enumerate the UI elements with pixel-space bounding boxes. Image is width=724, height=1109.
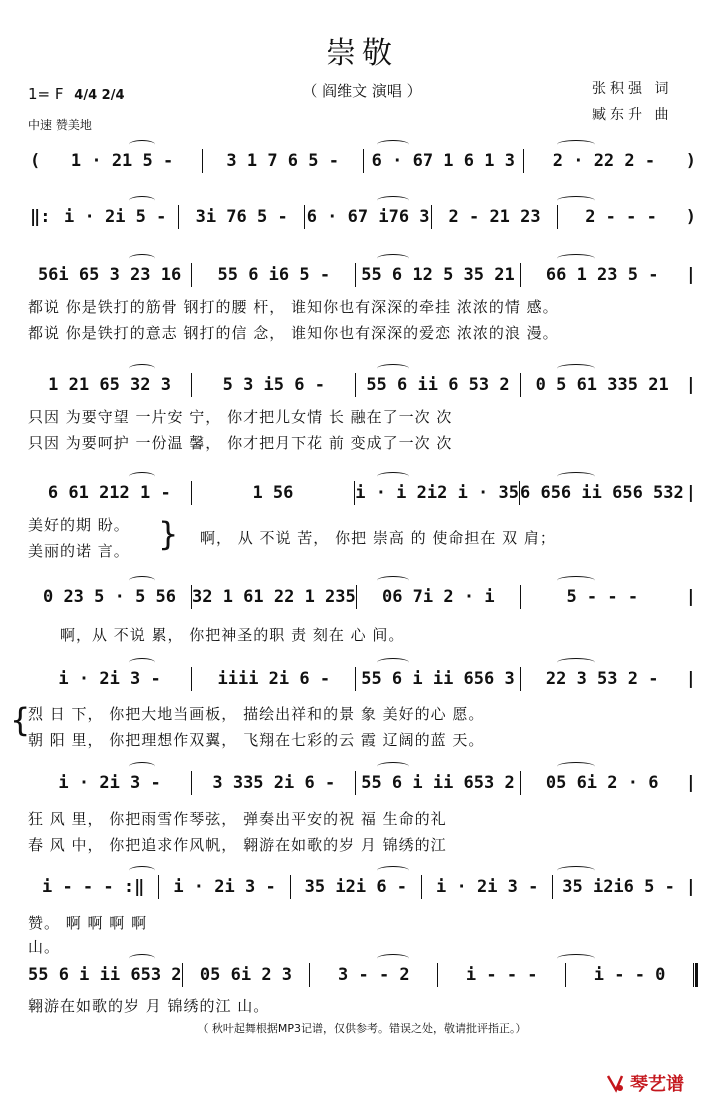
measure: i · 2i 3 - <box>58 773 161 793</box>
site-logo <box>604 1070 684 1096</box>
row-end-mark: | <box>685 773 696 793</box>
measure: 1 21 65 32 3 <box>48 375 171 395</box>
slur-mark <box>557 364 595 373</box>
measure: 35 i2i 6 - <box>304 877 408 897</box>
slur-mark <box>377 472 409 481</box>
slur-mark <box>129 140 155 149</box>
lyric-brace: { <box>10 701 31 739</box>
measure: 22 3 53 2 - <box>545 669 659 689</box>
lyric-line: 啊，从 不说 累， 你把神圣的职 责 刻在 心 间。 <box>60 626 405 644</box>
key-signature <box>28 85 125 103</box>
lyricist-credit: 张积强 词 <box>592 81 673 97</box>
slur-mark <box>129 866 155 875</box>
measure: 56i 65 3 23 16 <box>37 265 182 285</box>
lyric-line: 都说 你是铁打的意志 钢打的信 念， 谁知你也有深深的爱恋 浓浓的浪 漫。 <box>28 324 559 342</box>
row-end-mark: | <box>685 265 696 285</box>
notation-row <box>28 372 698 398</box>
key-label: 1= F <box>28 85 64 103</box>
measure: 3i 76 5 - <box>195 207 288 227</box>
measure: 66 1 23 5 - <box>545 265 659 285</box>
row-end-mark: ) <box>685 207 696 227</box>
composer-credit: 臧东升 曲 <box>592 107 673 123</box>
row-end-mark: | <box>685 375 696 395</box>
lyric-line: 只因 为要呵护 一份温 馨， 你才把月下花 前 变成了一次 次 <box>28 434 453 452</box>
measure: 3 - - 2 <box>338 965 410 985</box>
slur-mark <box>557 196 595 205</box>
slur-mark <box>129 762 155 771</box>
slur-mark <box>129 254 155 263</box>
lyric-line: 春 风 中， 你把追求作风帆， 翱游在如歌的岁 月 锦绣的江 <box>28 836 447 854</box>
measure: 6 · 67 i76 3 <box>306 207 430 227</box>
lyric-line: 都说 你是铁打的筋骨 钢打的腰 杆， 谁知你也有深深的牵挂 浓浓的情 感。 <box>28 298 559 316</box>
measure: 06 7i 2 · i <box>381 587 495 607</box>
slur-mark <box>377 576 409 585</box>
measure: i - - - <box>465 965 538 985</box>
slur-mark <box>377 658 409 667</box>
footer-note: （ 秋叶起舞根据MP3记谱，仅供参考。错误之处，敬请批评指正。） <box>197 1022 527 1035</box>
measure: i - - - :‖ <box>41 877 145 897</box>
notation-row <box>28 584 698 610</box>
lyric-line: 只因 为要守望 一片安 宁， 你才把儿女情 长 融在了一次 次 <box>28 408 453 426</box>
slur-mark <box>377 140 409 149</box>
measure: 2 - 21 23 <box>448 207 541 227</box>
row-end-mark: | <box>685 483 696 503</box>
slur-mark <box>557 954 595 963</box>
slur-mark <box>129 954 155 963</box>
slur-mark <box>377 254 409 263</box>
time-signature: 4/4 2/4 <box>74 88 125 103</box>
lyric-line: 美好的期 盼。 <box>28 516 130 534</box>
slur-mark <box>129 196 155 205</box>
row-end-mark: | <box>685 877 696 897</box>
row-end-mark: | <box>685 587 697 607</box>
measure: 1 · 21 5 - <box>70 151 174 171</box>
lyric-line: 烈 日 下， 你把大地当画板， 描绘出祥和的景 象 美好的心 愿。 <box>28 705 485 723</box>
notation-row <box>28 480 698 506</box>
measure: i · 2i 5 - <box>64 207 167 227</box>
measure: 55 6 i ii 653 2 <box>361 773 515 793</box>
slur-mark <box>557 140 595 149</box>
lyric-line: 山。 <box>28 938 61 956</box>
measure: i · 2i 3 - <box>173 877 276 897</box>
final-bar-line <box>693 963 698 987</box>
measure: 55 6 12 5 35 21 <box>361 265 515 285</box>
music-note-icon <box>604 1072 626 1094</box>
slur-mark <box>557 658 595 667</box>
measure: i · i 2i2 i · 35 <box>355 483 519 503</box>
measure: 55 6 i ii 653 2 <box>28 965 182 985</box>
slur-mark <box>377 196 409 205</box>
lyric-brace: } <box>158 515 179 553</box>
slur-mark <box>557 866 595 875</box>
row-start-mark: ‖: <box>30 207 51 227</box>
notation-row <box>28 148 698 174</box>
measure: 6 61 212 1 - <box>47 483 171 503</box>
notation-row <box>28 666 698 692</box>
measure: 2 - - - <box>585 207 657 227</box>
slur-mark <box>129 576 155 585</box>
measure: 2 · 22 2 - <box>552 151 656 171</box>
lyric-line: 啊， 从 不说 苦， 你把 崇高 的 使命担在 双 肩； <box>200 529 556 547</box>
logo-text: 琴艺谱 <box>630 1074 684 1095</box>
lyric-line: 朝 阳 里， 你把理想作双翼， 飞翔在七彩的云 霞 辽阔的蓝 天。 <box>28 731 485 749</box>
slur-mark <box>377 954 409 963</box>
notation-row <box>28 204 698 230</box>
measure: 05 6i 2 3 <box>199 965 293 985</box>
measure: 3 335 2i 6 - <box>212 773 336 793</box>
measure: 3 1 7 6 5 - <box>226 151 339 171</box>
lyric-line: 翱游在如歌的岁 月 锦绣的江 山。 <box>28 997 270 1015</box>
slur-mark <box>129 472 155 481</box>
performer: （ 阎维文 演唱 ） <box>302 82 422 100</box>
measure: 5 - - - <box>566 587 639 607</box>
measure: 6 656 ii 656 532 <box>519 483 684 503</box>
lyric-line: 美丽的诺 言。 <box>28 542 130 560</box>
slur-mark <box>557 762 595 771</box>
measure: 1 56 <box>252 483 294 503</box>
measure: 35 i2i6 5 - <box>562 877 675 897</box>
slur-mark <box>129 364 155 373</box>
slur-mark <box>557 472 595 481</box>
row-start-mark: ( <box>30 151 41 171</box>
notation-row <box>28 262 698 288</box>
slur-mark <box>377 364 409 373</box>
row-end-mark: | <box>685 669 696 689</box>
measure: 0 5 61 335 21 <box>535 375 669 395</box>
lyric-line: 赞。 啊 啊 啊 啊 <box>28 914 148 932</box>
row-end-mark: ) <box>685 151 696 171</box>
tempo-marking: 中速 赞美地 <box>28 118 92 132</box>
slur-mark <box>377 866 409 875</box>
measure: i · 2i 3 - <box>58 669 161 689</box>
notation-row <box>28 962 698 988</box>
lyric-line: 狂 风 里， 你把雨雪作琴弦， 弹奏出平安的祝 福 生命的礼 <box>28 810 447 828</box>
measure: i - - 0 <box>593 965 666 985</box>
measure: 5 3 i5 6 - <box>222 375 325 395</box>
measure: 6 · 67 1 6 1 3 <box>371 151 515 171</box>
measure: i · 2i 3 - <box>436 877 539 897</box>
measure: 32 1 61 22 1 235 <box>192 587 356 607</box>
measure: 0 23 5 · 5 56 <box>42 587 177 607</box>
measure: 55 6 i ii 656 3 <box>361 669 515 689</box>
slur-mark <box>557 254 595 263</box>
slur-mark <box>557 576 595 585</box>
slur-mark <box>377 762 409 771</box>
notation-row <box>28 874 698 900</box>
measure: 05 6i 2 · 6 <box>545 773 659 793</box>
measure: 55 6 ii 6 53 2 <box>366 375 510 395</box>
song-title: 崇敬 <box>326 36 398 71</box>
measure: iiii 2i 6 - <box>217 669 331 689</box>
slur-mark <box>129 658 155 667</box>
measure: 55 6 i6 5 - <box>217 265 331 285</box>
notation-row <box>28 770 698 796</box>
